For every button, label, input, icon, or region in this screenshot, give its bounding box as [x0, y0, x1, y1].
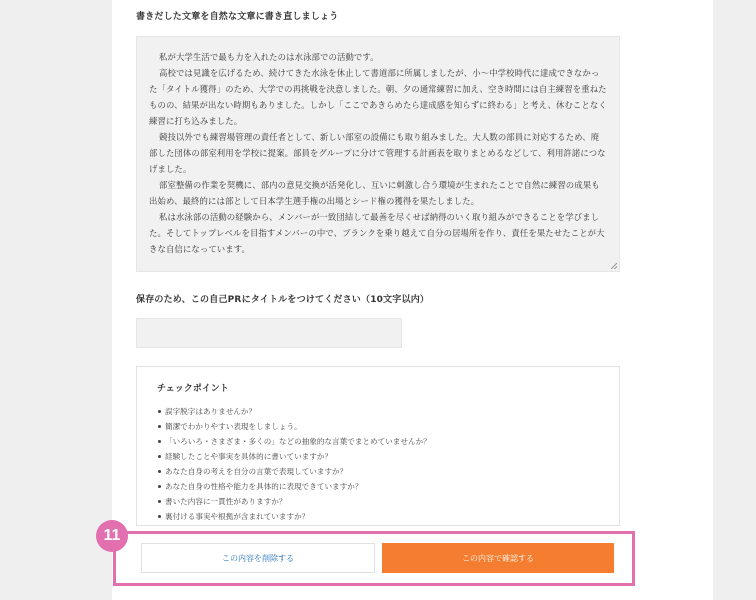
checkpoint-list [157, 404, 601, 524]
essay-paragraph: 私が大学生活で最も力を入れたのは水泳部での活動です。 [159, 52, 379, 62]
checkpoint-item: 「いろいろ・さまざま・多くの」などの抽象的な言葉でまとめていませんか？ [157, 434, 601, 449]
checkpoint-item: 経験したことや事実を具体的に書いていますか？ [157, 449, 601, 464]
checkpoint-item: 誤字脱字はありませんか？ [157, 404, 601, 419]
essay-paragraph: 競技以外でも練習場管理の責任者として、新しい部室の設備にも取り組みました。大人数の部員に対応するため、廃部した団体の部室利用を学校に提案。部員をグループに分けて管理する計画表を取りまとめるなどして、利用許諾につなげました。 [149, 132, 606, 174]
checkpoint-item: 書いた内容に一貫性がありますか？ [157, 494, 601, 509]
checkpoint-box [136, 366, 620, 526]
title-section-label: 保存のため、この自己PRにタイトルをつけてください（10文字以内） [136, 295, 430, 305]
essay-paragraph: 高校では見識を広げるため、続けてきた水泳を休止して書道部に所属しましたが、小～中学校時代に達成できなかった「タイトル獲得」のため、大学での再挑戦を決意しました。朝、夕の通常練習に加え、空き時間には自主練習を重ねたものの、結果が出ない時期もありました。しかし「ここであきらめたら達成感を知らずに終わる」と考え、休むことなく練習に打ち込みました。 [149, 68, 607, 126]
checkpoint-heading: チェックポイント [157, 384, 229, 394]
confirm-button[interactable]: この内容で確認する [382, 543, 614, 573]
checkpoint-item: 裏付ける事実や根拠が含まれていますか？ [157, 509, 601, 524]
delete-button[interactable]: この内容を削除する [141, 543, 375, 573]
checkpoint-item: あなた自身の考えを自分の言葉で表現していますか？ [157, 464, 601, 479]
checkpoint-item: あなた自身の性格や能力を具体的に表現できていますか？ [157, 479, 601, 494]
essay-paragraph: 部室整備の作業を契機に、部内の意見交換が活発化し、互いに刺激し合う環境が生まれたことで自然に練習の成果も出始め、最終的には部として日本学生選手権の出場とシード権の獲得を果たしました。 [149, 180, 600, 206]
checkpoint-item: 簡潔でわかりやすい表現をしましょう。 [157, 419, 601, 434]
essay-paragraph: 私は水泳部の活動の経験から、メンバーが一致団結して最善を尽くせば納得のいく取り組みができることを学びました。そしてトップレベルを目指すメンバーの中で、ブランクを乗り越えて自分の居場所を作り、責任を果たせたことが大きな自信になっています。 [149, 212, 605, 254]
essay-section-label: 書きだした文章を自然な文章に書き直しましょう [136, 12, 339, 22]
pr-title-input[interactable] [136, 318, 402, 348]
essay-textarea[interactable] [136, 36, 620, 272]
annotation-badge: 11 [96, 520, 128, 552]
resize-grip-icon[interactable] [611, 263, 617, 269]
